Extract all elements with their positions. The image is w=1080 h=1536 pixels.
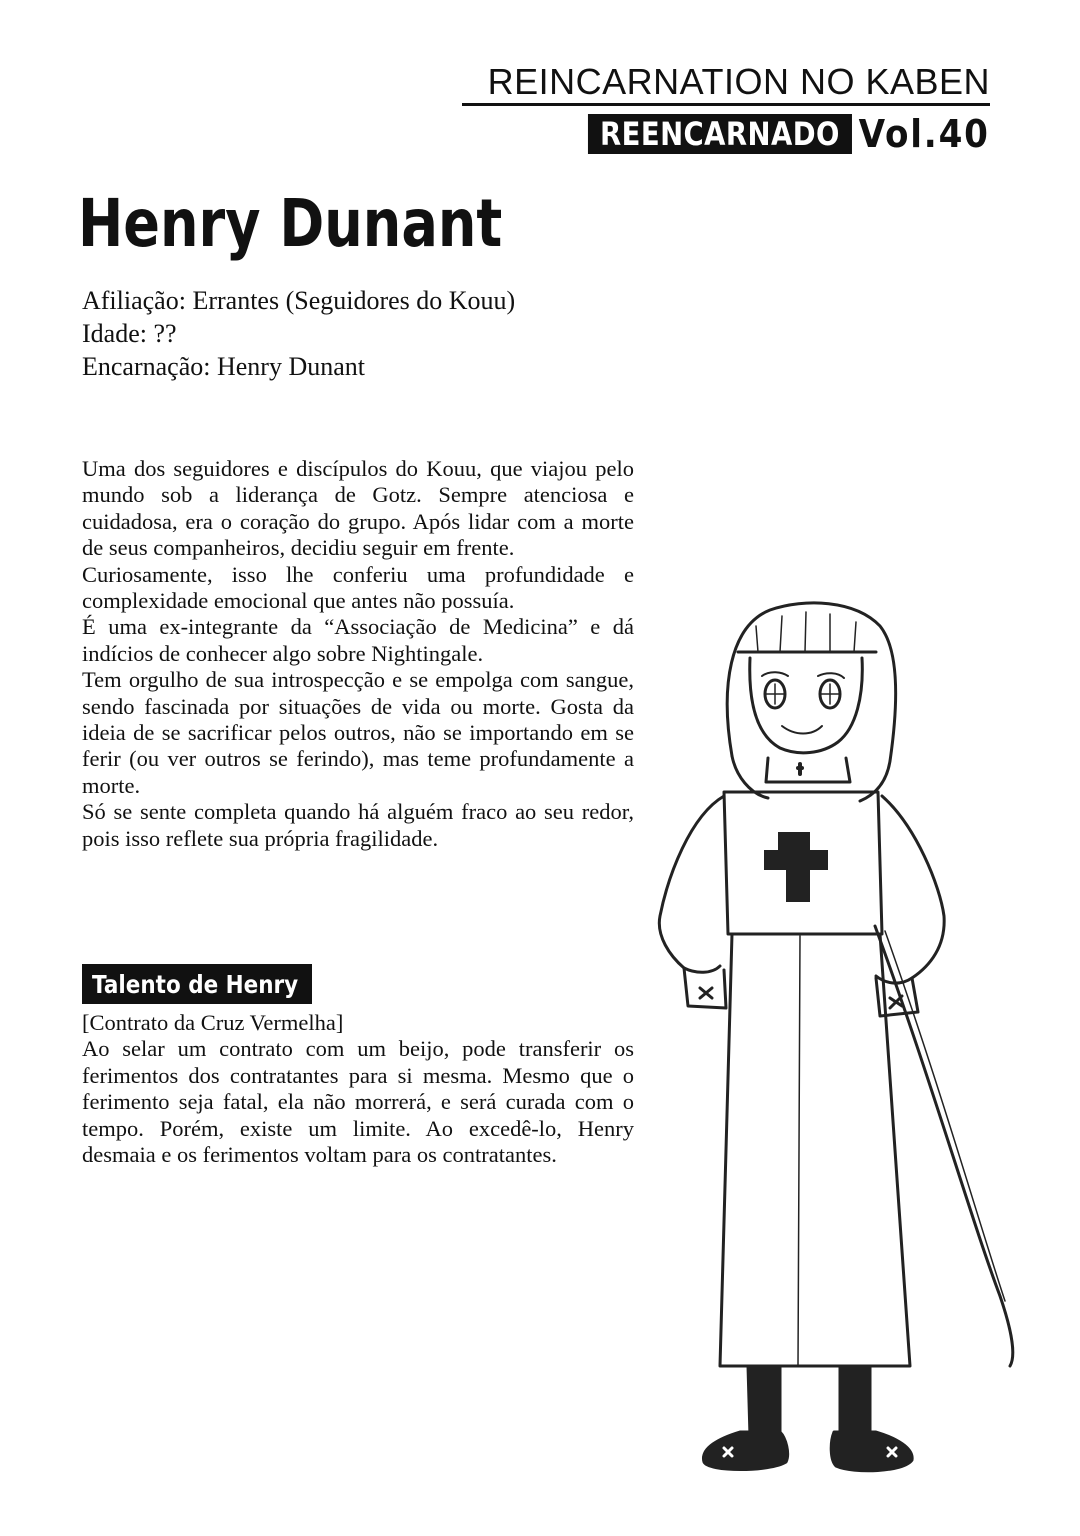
bio-paragraph: Uma dos seguidores e discípulos do Kouu, que viajou pelo mundo sob a liderança de Gotz. Sempre atenciosa e cuidadosa, era o coração do grupo. Após lidar com a morte de seus companheiros, decidiu seguir em frente. (82, 456, 634, 561)
bio-paragraph: Curiosamente, isso lhe conferiu uma profundidade e complexidade emocional que antes não possuía. (82, 561, 634, 614)
info-affiliation: Afiliação: Errantes (Seguidores do Kouu) (82, 286, 516, 315)
character-info (82, 284, 515, 383)
talent-heading-text: Talento de Henry (92, 969, 299, 999)
bio-paragraph: Tem orgulho de sua introspecção e se empolga com sangue, sendo fascinada por situações de vida ou morte. Gosta da ideia de se sacrificar pelos outros, não se importando em se ferir (ou ver outros se ferindo), mas teme profundamente a morte. (82, 667, 634, 798)
volume-header (545, 112, 990, 156)
bio-paragraph: Só se sente completa quando há alguém fraco ao seu redor, pois isso reflete sua própria fragilidade. (82, 799, 634, 851)
info-age: Idade: ?? (82, 319, 177, 348)
character-illustration (640, 596, 1040, 1486)
talent-heading (82, 964, 312, 1004)
volume-number: Vol.40 (858, 112, 990, 156)
talent-name: [Contrato da Cruz Vermelha] (82, 1010, 344, 1035)
series-label-badge: REENCARNADO (588, 114, 852, 154)
talent-section (82, 1010, 634, 1168)
talent-description: Ao selar um contrato com um beijo, pode transferir os ferimentos dos contratantes para si mesma. Mesmo que o ferimento seja fatal, ela não morrerá, e será curada com o tempo. Porém, existe um limite. Ao excedê-lo, Henry desmaia e os ferimentos voltam para os contratantes. (82, 1036, 634, 1168)
bio-paragraph: É uma ex-integrante da “Associação de Medicina” e dá indícios de conhecer algo sobre Nightingale. (82, 614, 634, 666)
character-name: Henry Dunant (78, 185, 503, 262)
info-incarnation: Encarnação: Henry Dunant (82, 352, 365, 381)
character-bio (82, 456, 634, 852)
series-title: REINCARNATION NO KABEN (462, 62, 990, 106)
